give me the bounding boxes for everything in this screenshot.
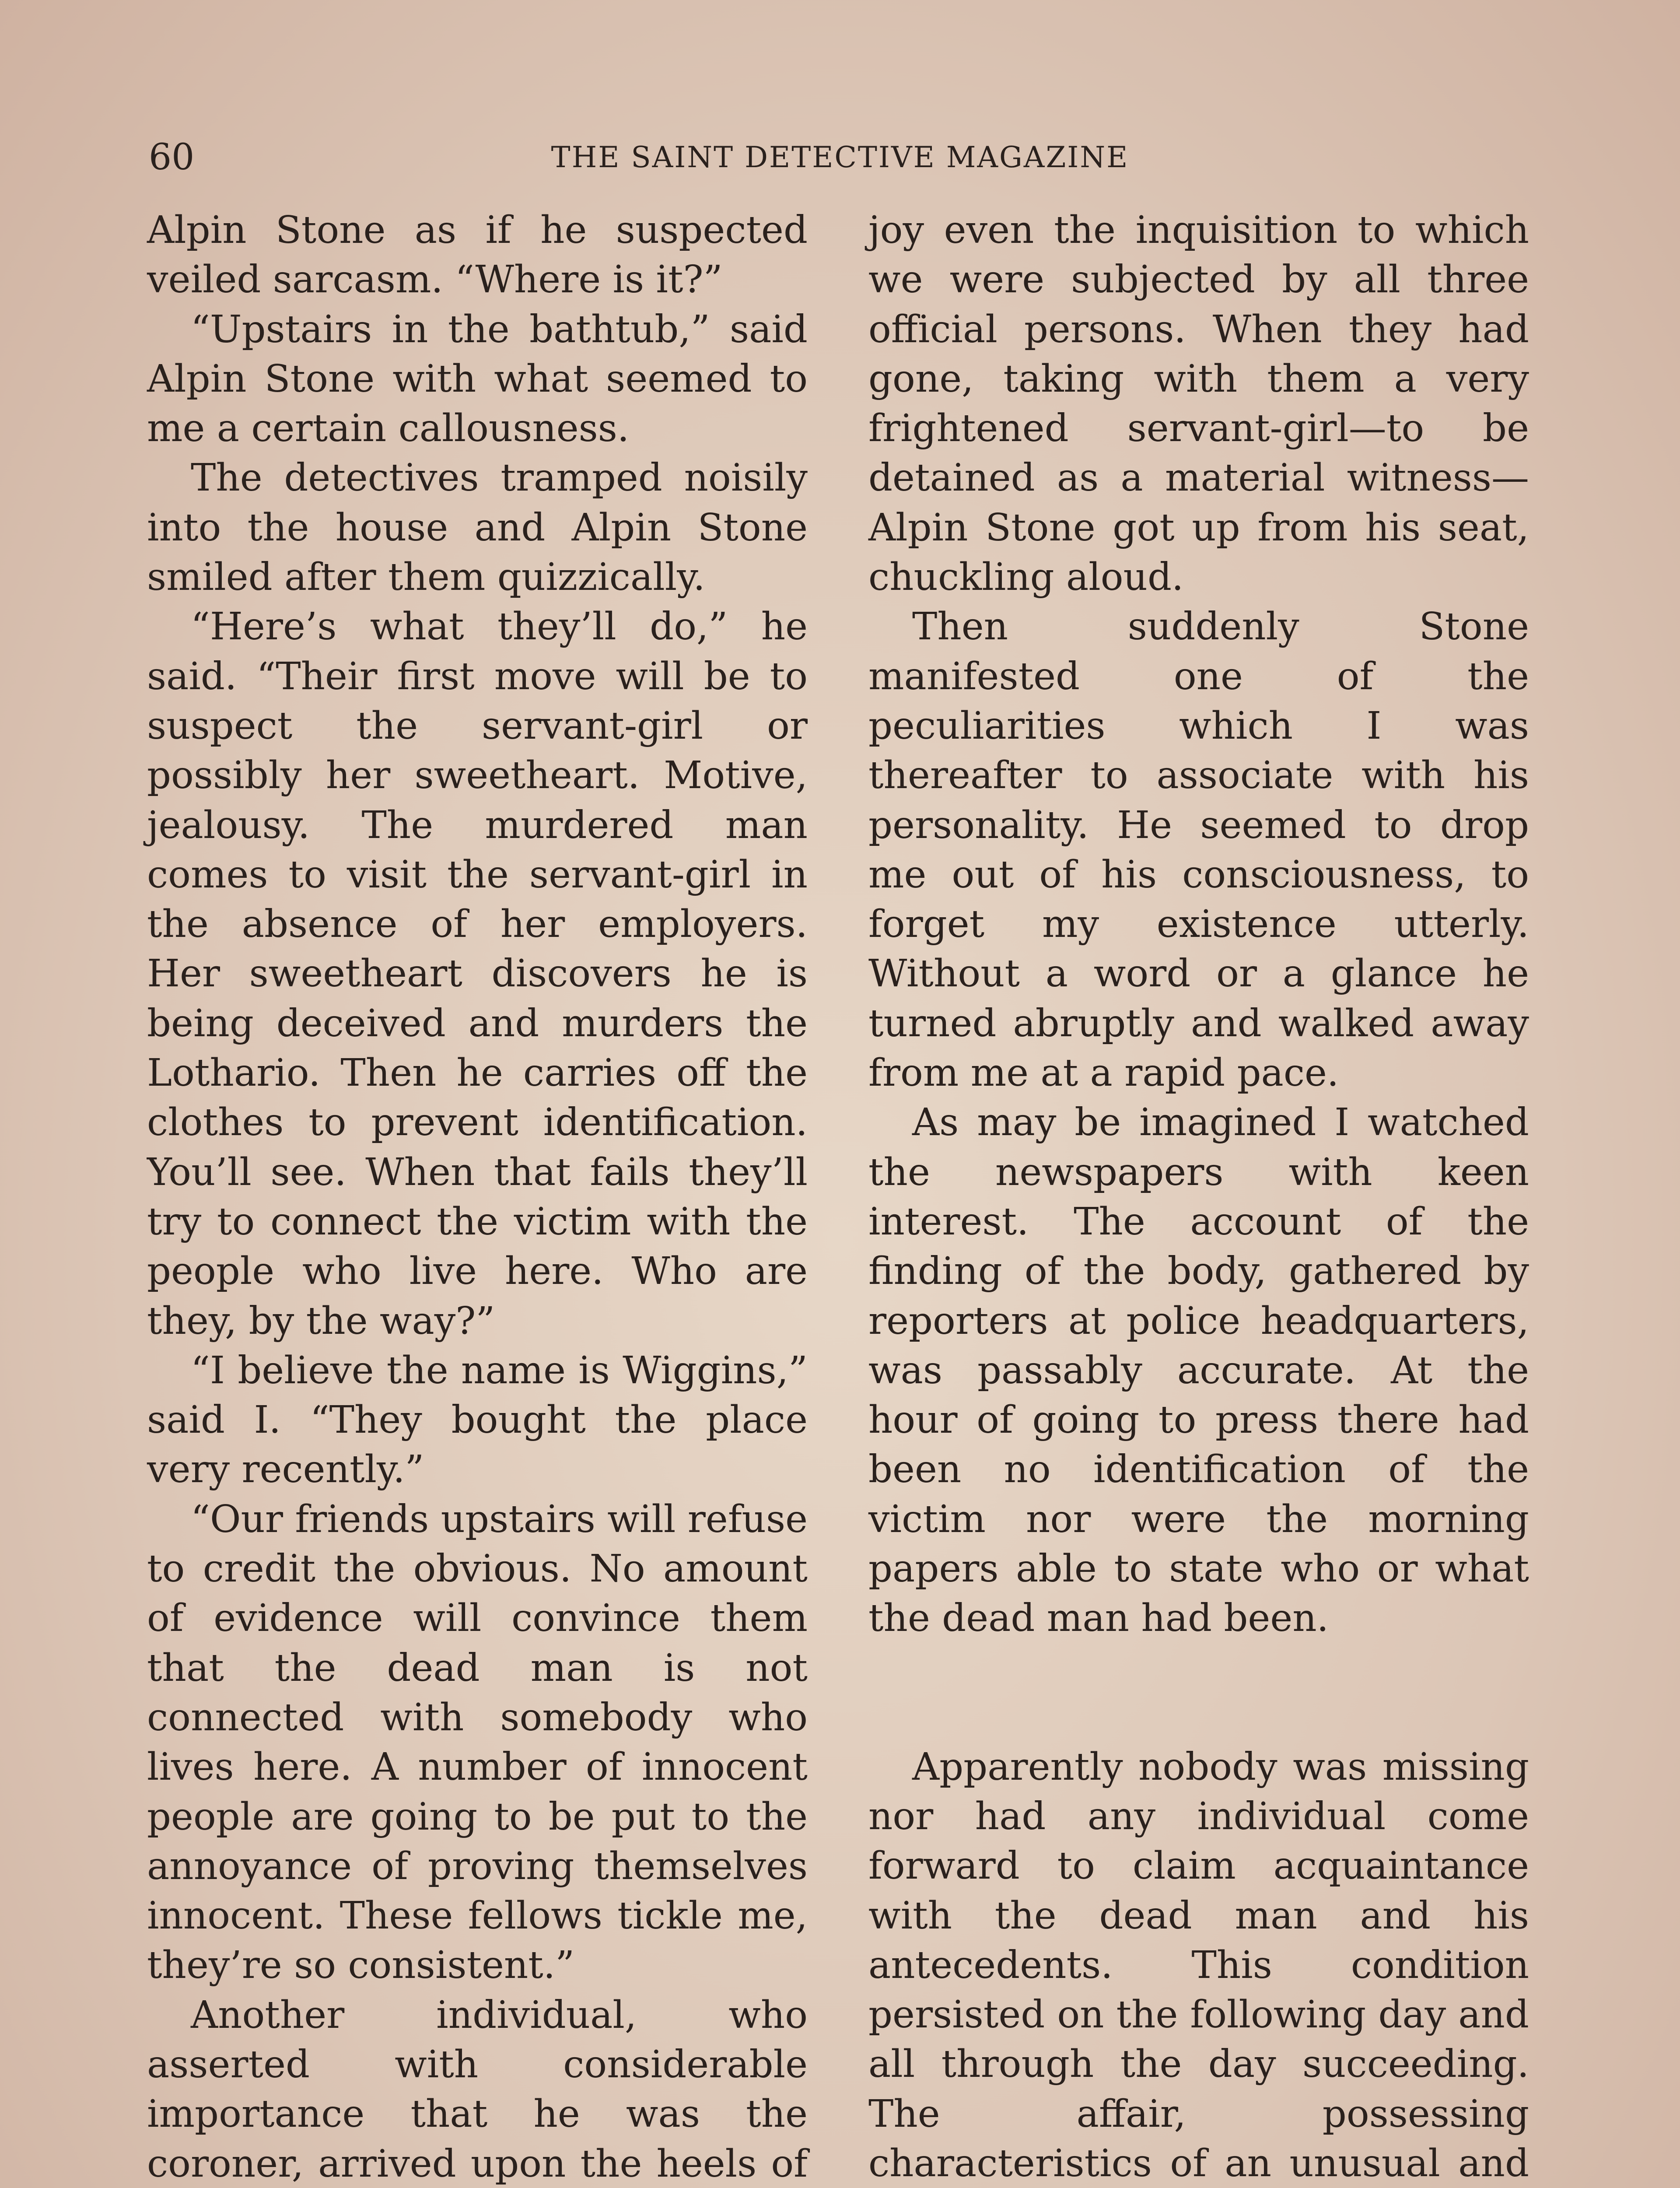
paragraph: “Our friends upstairs will refuse to credit the obvious. No amount of evidence will convince them that the dead man is not connected with somebody who lives here. A number of innocent people are going to be put to the annoyance of proving themselves innocent. These fellows tickle me, they’re so consistent.”	[147, 1497, 808, 1988]
paragraph: “Here’s what they’ll do,” he said. “Their first move will be to suspect the servant-girl or possibly her sweetheart. Motive, jealousy. The murdered man comes to visit the servant-girl in the absence of her employers. Her sweetheart discovers he is being deceived and murders the Lothario. Then he carries off the clothes to prevent identification. You’ll see. When that fails they’ll try to connect the victim with the people who live here. Who are they, by the way?”	[147, 605, 808, 1343]
paragraph: “I believe the name is Wiggins,” said I. “They bought the place very recently.”	[147, 1348, 808, 1492]
right-column	[868, 206, 1529, 2188]
paragraph: joy even the inquisition to which we were subjected by all three official persons. When they had gone, taking with them a very frightened servant-girl—to be detained as a material witness—Alpin Stone got up from his seat, chuckling aloud.	[868, 208, 1529, 600]
paragraph: “Upstairs in the bathtub,” said Alpin Stone with what seemed to me a certain callousness.	[147, 307, 808, 451]
paragraph: Another individual, who asserted with considerable importance that he was the coroner, arrived upon the heels of	[147, 1993, 808, 2186]
paragraph: Alpin Stone as if he suspected veiled sarcasm. “Where is it?”	[147, 208, 808, 302]
paragraph: Apparently nobody was missing nor had any individual come forward to claim acquaintance with the dead man and his antecedents. This condition persisted on the following day and all through the day succeeding. The affair, possessing characteristics of an unusual and	[868, 1745, 1529, 2185]
running-title: THE SAINT DETECTIVE MAGAZINE	[551, 140, 1129, 174]
paragraph: The detectives tramped noisily into the house and Alpin Stone smiled after them quizzically.	[147, 456, 808, 600]
paragraph: As may be imagined I watched the newspapers with keen interest. The account of the finding of the body, gathered by reporters at police headquarters, was passably accurate. At the hour of going to press there had been no identification of the victim nor were the morning papers able to state who or what the dead man had been.	[868, 1101, 1529, 1641]
paragraph: Then suddenly Stone manifested one of the peculiarities which I was thereafter to associate with his personality. He seemed to drop me out of his consciousness, to forget my existence utterly. Without a word or a glance he turned abruptly and walked away from me at a rapid pace.	[868, 605, 1529, 1095]
page-number: 60	[149, 137, 195, 178]
left-column	[147, 206, 808, 2188]
page-header	[149, 131, 1531, 184]
